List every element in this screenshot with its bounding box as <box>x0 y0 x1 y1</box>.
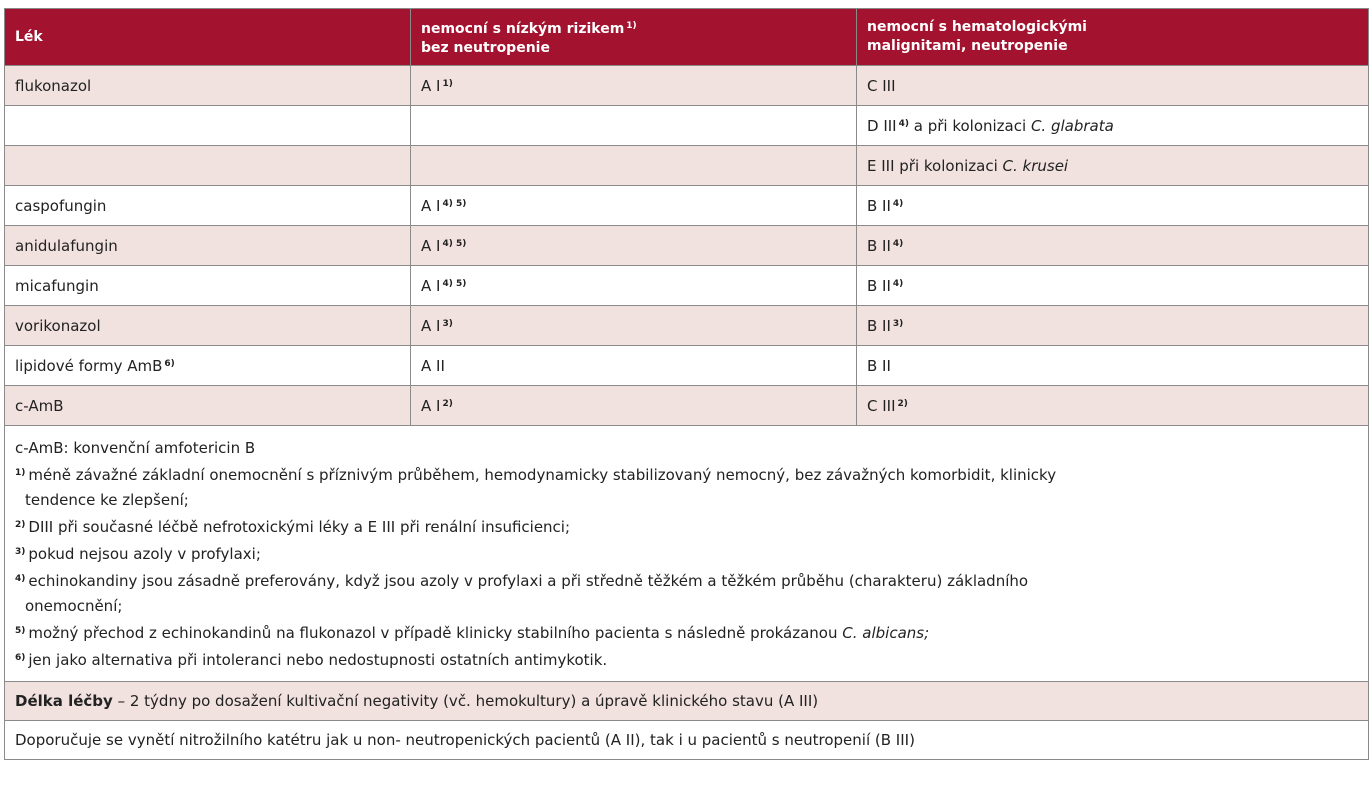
header-low-risk <box>411 9 857 66</box>
table-row <box>5 106 1369 146</box>
drug-name: lipidové formy AmB <box>15 356 163 375</box>
hem-grade: B II <box>867 316 891 335</box>
low-risk-cell <box>411 186 857 226</box>
footnote-mark: 2) <box>15 520 26 530</box>
drug-cell <box>5 146 411 186</box>
hem-grade: C III <box>867 76 896 95</box>
low-risk-sup: 4) 5) <box>442 278 467 289</box>
duration-text: – 2 týdny po dosažení kultivační negativity (vč. hemokultury) a úpravě klinického stavu (A III) <box>112 692 819 710</box>
header-low-risk-line1: nemocní s nízkým rizikem <box>421 20 625 37</box>
drug-sup: 6) <box>164 358 175 369</box>
low-risk-cell <box>411 226 857 266</box>
footnote-3 <box>15 540 1358 567</box>
low-risk-grade: A I <box>421 196 441 215</box>
footnote-mark: 3) <box>15 547 26 557</box>
hem-sup: 4) <box>898 118 909 129</box>
drug-cell: caspofungin <box>5 186 411 226</box>
footnote-mark: 4) <box>15 574 26 584</box>
duration-label: Délka léčby <box>15 692 113 710</box>
footnotes-cell <box>5 426 1369 682</box>
low-risk-grade: A II <box>421 356 445 375</box>
footnote-mark: 5) <box>15 626 26 636</box>
hem-cell <box>857 66 1369 106</box>
hem-sup: 3) <box>892 318 904 329</box>
footnotes-row <box>5 426 1369 682</box>
footnote-1 <box>15 461 1358 488</box>
table-row <box>5 306 1369 346</box>
hem-grade: B II <box>867 196 891 215</box>
header-low-risk-sup: 1) <box>626 20 637 31</box>
hem-cell <box>857 266 1369 306</box>
header-hem-line2: malignitami, neutropenie <box>867 38 1068 54</box>
drug-cell: anidulafungin <box>5 226 411 266</box>
low-risk-cell <box>411 306 857 346</box>
drug-cell <box>5 346 411 386</box>
drug-cell <box>5 106 411 146</box>
table-row <box>5 226 1369 266</box>
footnote-text: možný přechod z echinokandinů na flukonazol v případě klinicky stabilního pacienta s následně prokázanou <box>28 624 843 642</box>
hem-grade: D III <box>867 116 897 135</box>
footnote-1-cont: tendence ke zlepšení; <box>25 491 189 509</box>
low-risk-cell <box>411 146 857 186</box>
low-risk-sup: 2) <box>442 398 453 409</box>
table-row <box>5 146 1369 186</box>
table-header-row <box>5 9 1369 66</box>
footnote-6 <box>15 646 1358 673</box>
hem-species: C. krusei <box>1002 156 1069 175</box>
duration-row <box>5 682 1369 721</box>
recommendation-table-container <box>4 8 1368 760</box>
low-risk-grade: A I <box>421 76 441 95</box>
footnote-5 <box>15 619 1358 646</box>
footnote-mark: 1) <box>15 468 26 478</box>
footnote-mark: 6) <box>15 653 26 663</box>
drug-cell: flukonazol <box>5 66 411 106</box>
footnote-text: jen jako alternativa při intoleranci nebo nedostupnosti ostatních antimykotik. <box>28 651 608 669</box>
low-risk-grade: A I <box>421 236 441 255</box>
hem-cell <box>857 106 1369 146</box>
low-risk-cell <box>411 346 857 386</box>
low-risk-cell <box>411 266 857 306</box>
low-risk-grade: A I <box>421 316 441 335</box>
low-risk-sup: 4) 5) <box>442 238 467 249</box>
hem-sup: 4) <box>892 238 904 249</box>
low-risk-sup: 1) <box>442 78 453 89</box>
hem-grade: B II <box>867 356 891 375</box>
duration-cell <box>5 682 1369 721</box>
recommendation-row <box>5 721 1369 760</box>
footnote-2 <box>15 513 1358 540</box>
abbreviation-note: c-AmB: konvenční amfotericin B <box>15 439 256 457</box>
header-hematologic <box>857 9 1369 66</box>
hem-grade: B II <box>867 276 891 295</box>
hem-grade: B II <box>867 236 891 255</box>
footnote-text: méně závažné základní onemocnění s příznivým průběhem, hemodynamicky stabilizovaný nemocný, bez závažných komorbidit, klinicky <box>28 466 1057 484</box>
hem-species: C. glabrata <box>1030 116 1114 135</box>
hem-cell <box>857 306 1369 346</box>
hem-text: a při kolonizaci <box>908 116 1031 135</box>
drug-cell: micafungin <box>5 266 411 306</box>
antifungal-recommendation-table <box>4 8 1369 760</box>
low-risk-sup: 4) 5) <box>442 198 467 209</box>
recommendation-cell: Doporučuje se vynětí nitrožilního katétru jak u non- neutropenických pacientů (A II), tak i u pacientů s neutropenií (B III) <box>5 721 1369 760</box>
low-risk-cell <box>411 66 857 106</box>
header-hem-line1: nemocní s hematologickými <box>867 19 1087 35</box>
low-risk-cell <box>411 386 857 426</box>
low-risk-grade: A I <box>421 396 441 415</box>
footnote-4-cont: onemocnění; <box>25 597 123 615</box>
low-risk-grade: A I <box>421 276 441 295</box>
header-drug: Lék <box>5 9 411 66</box>
hem-sup: 4) <box>892 198 904 209</box>
footnote-text: DIII při současné léčbě nefrotoxickými léky a E III při renální insuficienci; <box>28 518 571 536</box>
table-row <box>5 186 1369 226</box>
footnote-species: C. albicans; <box>842 624 930 642</box>
hem-grade: E III při kolonizaci <box>867 156 1003 175</box>
hem-cell <box>857 386 1369 426</box>
footnote-4 <box>15 567 1358 594</box>
table-row <box>5 346 1369 386</box>
table-row <box>5 66 1369 106</box>
hem-grade: C III <box>867 396 896 415</box>
drug-cell: vorikonazol <box>5 306 411 346</box>
table-row <box>5 386 1369 426</box>
hem-cell <box>857 186 1369 226</box>
hem-sup: 4) <box>892 278 904 289</box>
footnote-text: echinokandiny jsou zásadně preferovány, když jsou azoly v profylaxi a při středně těžkém a těžkém průběhu (charakteru) základního <box>28 572 1029 590</box>
table-row <box>5 266 1369 306</box>
low-risk-cell <box>411 106 857 146</box>
hem-cell <box>857 226 1369 266</box>
footnote-text: pokud nejsou azoly v profylaxi; <box>28 545 261 563</box>
hem-cell <box>857 146 1369 186</box>
header-low-risk-line2: bez neutropenie <box>421 39 550 56</box>
hem-sup: 2) <box>897 398 908 409</box>
hem-cell <box>857 346 1369 386</box>
low-risk-sup: 3) <box>442 318 453 329</box>
drug-cell: c-AmB <box>5 386 411 426</box>
